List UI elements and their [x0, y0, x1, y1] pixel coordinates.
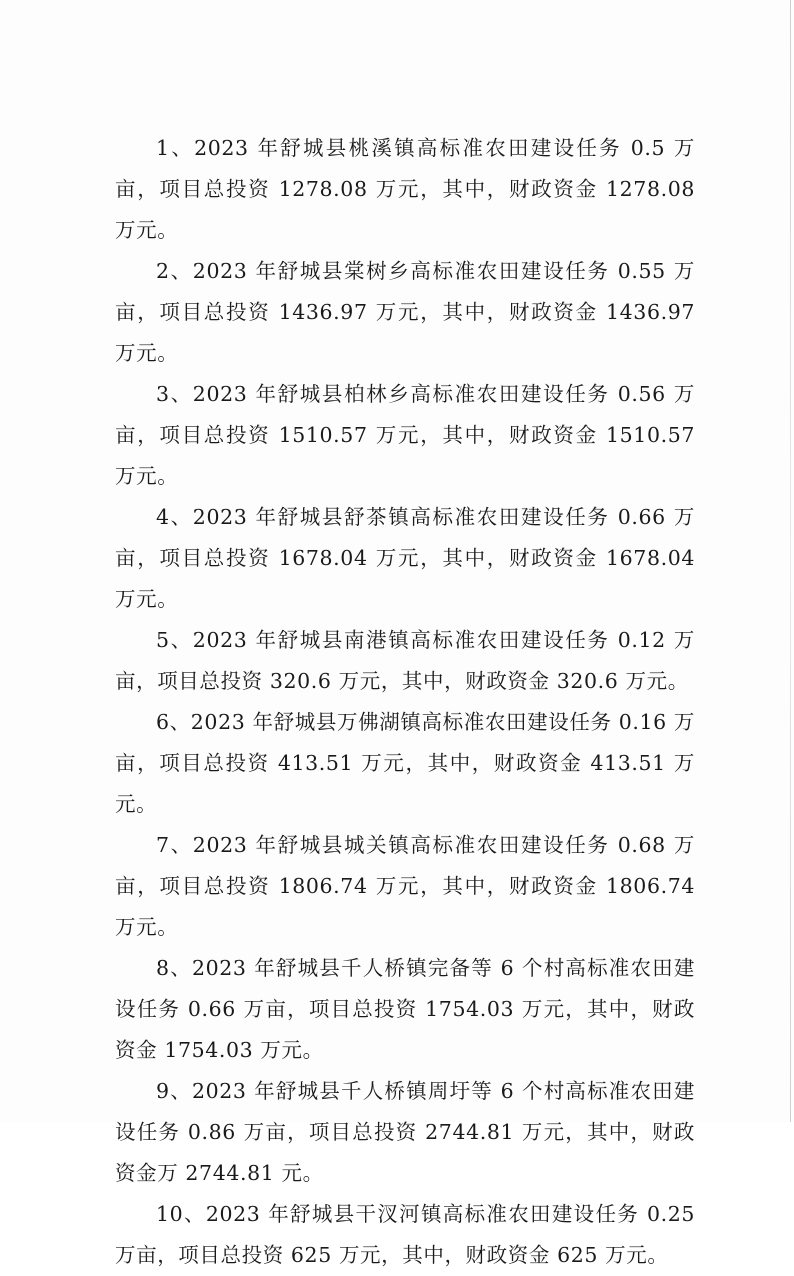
project-paragraph-1: 1、2023 年舒城县桃溪镇高标准农田建设任务 0.5 万亩，项目总投资 1278.08 万元，其中，财政资金 1278.08 万元。 [115, 136, 703, 242]
project-paragraph-4: 4、2023 年舒城县舒茶镇高标准农田建设任务 0.66 万亩，项目总投资 1678.04 万元，其中，财政资金 1678.04 万元。 [115, 505, 703, 611]
project-paragraph-3: 3、2023 年舒城县柏林乡高标准农田建设任务 0.56 万亩，项目总投资 1510.57 万元，其中，财政资金 1510.57 万元。 [115, 382, 703, 488]
scan-edge-line [790, 0, 791, 1122]
project-paragraph-2: 2、2023 年舒城县棠树乡高标准农田建设任务 0.55 万亩，项目总投资 1436.97 万元，其中，财政资金 1436.97 万元。 [115, 259, 703, 365]
project-paragraph-5: 5、2023 年舒城县南港镇高标准农田建设任务 0.12 万亩，项目总投资 320.6 万元，其中，财政资金 320.6 万元。 [115, 628, 695, 693]
project-paragraph-7: 7、2023 年舒城县城关镇高标准农田建设任务 0.68 万亩，项目总投资 1806.74 万元，其中，财政资金 1806.74 万元。 [115, 833, 703, 939]
project-paragraph-10: 10、2023 年舒城县干汊河镇高标准农田建设任务 0.25 万亩，项目总投资 625 万元，其中，财政资金 625 万元。 [115, 1202, 703, 1267]
project-paragraph-8: 8、2023 年舒城县千人桥镇完备等 6 个村高标准农田建设任务 0.66 万亩，项目总投资 1754.03 万元，其中，财政资金 1754.03 万元。 [115, 956, 695, 1062]
project-paragraph-6: 6、2023 年舒城县万佛湖镇高标准农田建设任务 0.16 万亩，项目总投资 413.51 万元，其中，财政资金 413.51 万元。 [115, 710, 695, 816]
project-paragraph-9: 9、2023 年舒城县千人桥镇周圩等 6 个村高标准农田建设任务 0.86 万亩，项目总投资 2744.81 万元，其中，财政资金万 2744.81 元。 [115, 1079, 695, 1185]
document-body [115, 128, 703, 1276]
